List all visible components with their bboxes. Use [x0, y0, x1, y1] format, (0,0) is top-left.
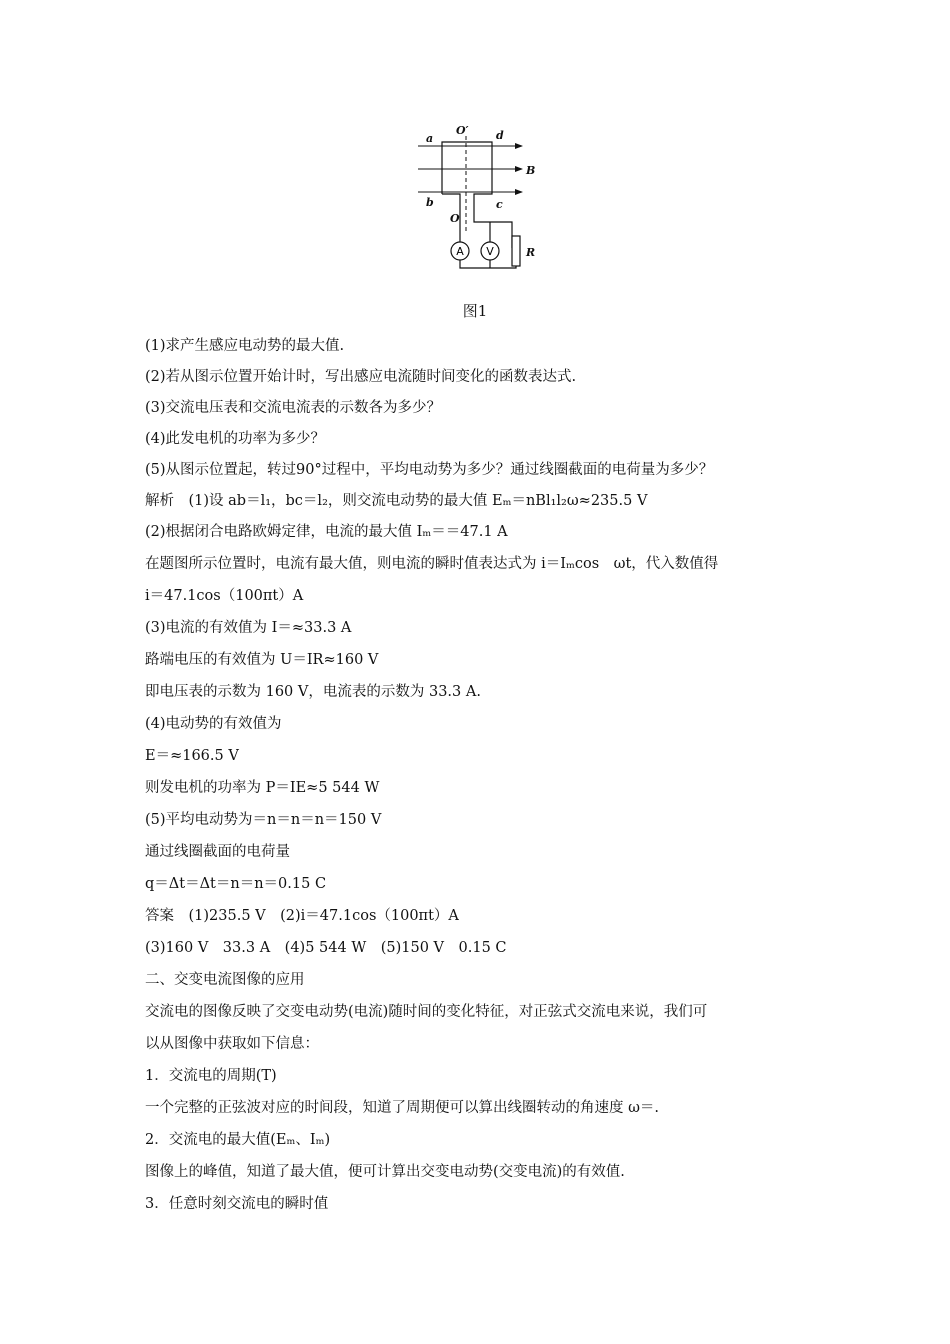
text-line: q＝Δt＝Δt＝n＝n＝0.15 C — [145, 876, 327, 892]
label-a: a — [426, 132, 434, 145]
label-d: d — [496, 129, 504, 142]
text-line: (5)从图示位置起，转过90°过程中，平均电动势为多少？通过线圈截面的电荷量为多少？ — [145, 462, 714, 478]
text-line: 路端电压的有效值为 U＝IR≈160 V — [145, 652, 379, 668]
text-line: (1)求产生感应电动势的最大值. — [145, 338, 345, 354]
label-r: R — [526, 246, 536, 259]
figure-caption: 图1 — [462, 302, 488, 320]
resistor — [512, 236, 520, 266]
text-line: (2)根据闭合电路欧姆定律，电流的最大值 Iₘ＝＝47.1 A — [145, 524, 508, 540]
text-line: 以从图像中获取如下信息： — [145, 1036, 319, 1052]
section-heading: 二、交变电流图像的应用 — [145, 972, 305, 988]
field-lines — [418, 146, 522, 192]
text-line: (3)电流的有效值为 I＝≈33.3 A — [145, 620, 352, 636]
text-line: 2．交流电的最大值(Eₘ、Iₘ) — [145, 1132, 331, 1148]
text-line: 一个完整的正弦波对应的时间段，知道了周期便可以算出线圈转动的角速度 ω＝. — [145, 1100, 660, 1116]
coil — [442, 142, 512, 248]
label-b-field: B — [526, 164, 536, 177]
voltmeter-label: V — [486, 245, 494, 258]
text-line: 图像上的峰值，知道了最大值，便可计算出交变电动势(交变电流)的有效值. — [145, 1164, 625, 1180]
text-line: (4)此发电机的功率为多少？ — [145, 431, 326, 447]
text-line: (4)电动势的有效值为 — [145, 716, 282, 732]
ammeter-label: A — [456, 245, 464, 258]
text-line: 3．任意时刻交流电的瞬时值 — [145, 1196, 329, 1212]
text-line: E＝≈166.5 V — [145, 748, 239, 764]
text-line: 解析 (1)设 ab＝l₁，bc＝l₂，则交流电动势的最大值 Eₘ＝nBl₁l₂ω≈235.5 V — [145, 493, 648, 509]
circuit-figure — [410, 122, 550, 270]
answer-line: (3)160 V 33.3 A (4)5 544 W (5)150 V 0.15 C — [145, 940, 507, 956]
answer-line: 答案 (1)235.5 V (2)i＝47.1cos（100πt）A — [145, 908, 459, 924]
label-o: O — [450, 212, 460, 225]
text-line: 在题图所示位置时，电流有最大值，则电流的瞬时值表达式为 i＝Iₘcos ωt，代入数值得 — [145, 556, 719, 572]
label-b: b — [426, 196, 434, 209]
text-line: 1．交流电的周期(T) — [145, 1068, 277, 1084]
text-line: 则发电机的功率为 P＝IE≈5 544 W — [145, 780, 380, 796]
text-line: (3)交流电压表和交流电流表的示数各为多少？ — [145, 400, 442, 416]
text-line: (5)平均电动势为＝n＝n＝n＝150 V — [145, 812, 382, 828]
label-c: c — [496, 198, 503, 211]
text-line: 交流电的图像反映了交变电动势(电流)随时间的变化特征，对正弦式交流电来说，我们可 — [145, 1004, 708, 1020]
text-line: (2)若从图示位置开始计时，写出感应电流随时间变化的函数表达式. — [145, 369, 577, 385]
text-line: 即电压表的示数为 160 V，电流表的示数为 33.3 A. — [145, 684, 481, 700]
text-line: 通过线圈截面的电荷量 — [145, 844, 290, 860]
label-o-prime: O′ — [456, 124, 469, 137]
text-line: i＝47.1cos（100πt）A — [145, 588, 304, 604]
